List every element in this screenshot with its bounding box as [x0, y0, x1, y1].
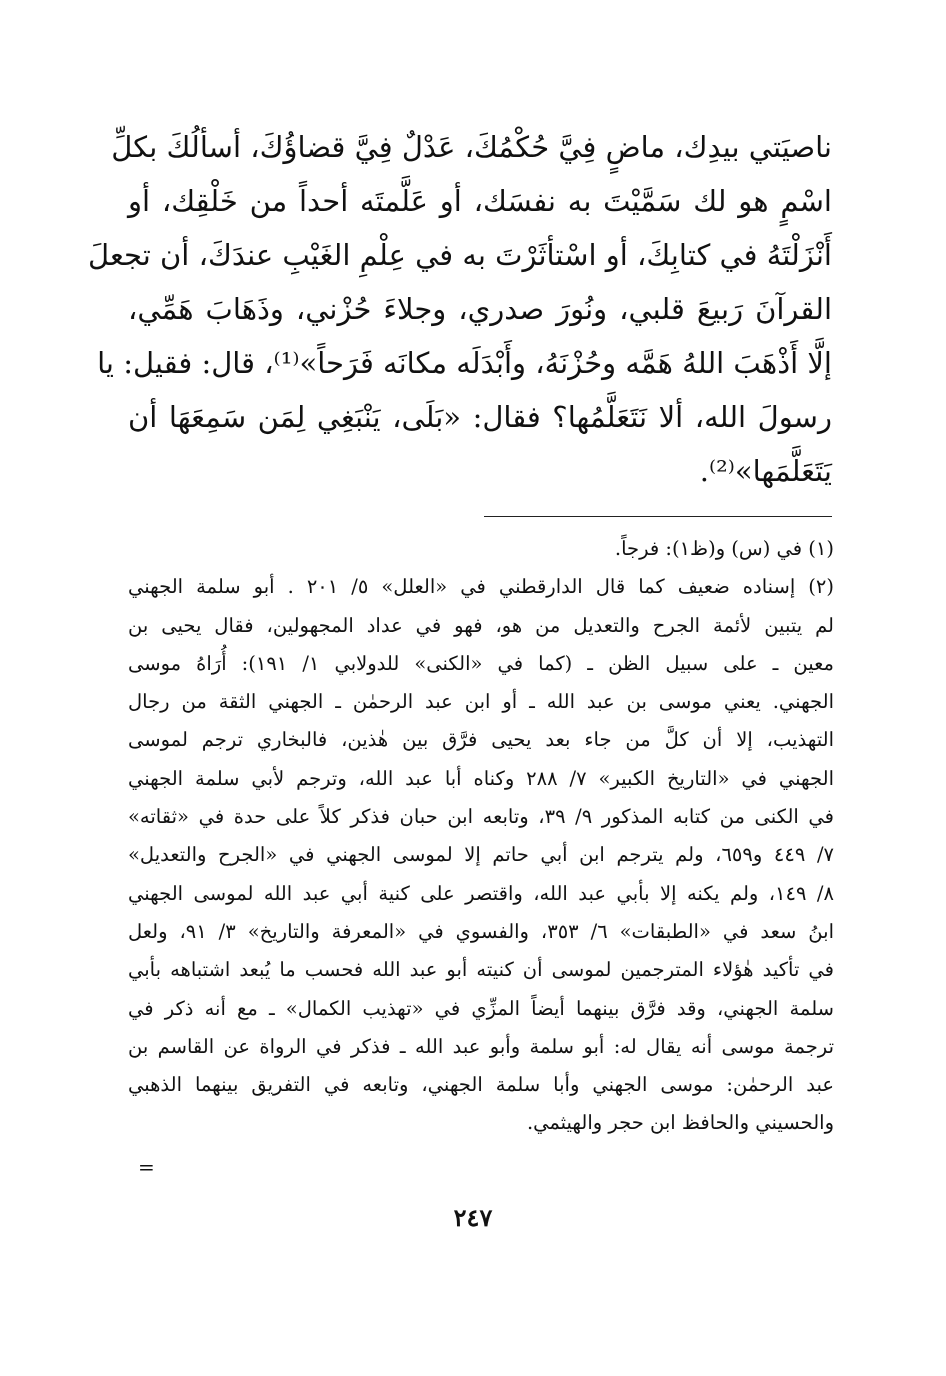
- footnotes-block: [128, 530, 834, 1143]
- footnote-line: ٧/ ٤٤٩ و٦٥٩، ولم يترجم ابن أبي حاتم إلا لموسى الجهني في «الجرح والتعديل»: [128, 843, 834, 867]
- footnote-line: لم يتبين لأئمة الجرح والتعديل من هو، فهو في عداد المجهولين، فقال يحيى بن: [128, 613, 834, 637]
- main-text-line: القرآنَ رَبيعَ قلبي، ونُورَ صدري، وجلاءَ حُزْني، وذَهَابَ هَمِّي،: [128, 292, 832, 326]
- footnote-line: الجهني. يعني موسى بن عبد الله ـ أو ابن عبد الرحمٰن ـ الجهني الثقة من رجال: [128, 690, 834, 714]
- main-text-line: إلَّا أَذْهَبَ اللهُ هَمَّه وحُزْنَهُ، وأَبْدَلَه مكانَه فَرَحاً»⁽¹⁾، قال: فقيل: يا: [97, 346, 832, 380]
- main-text-line: ناصيَتي بيدِك، ماضٍ فِيَّ حُكْمُكَ، عَدْلٌ فِيَّ قضاؤُكَ، أسألُكَ بكلِّ: [111, 130, 832, 164]
- main-text-block: [88, 120, 832, 498]
- footnote-line: التهذيب، إلا أن كلَّ من جاء بعد يحيى فرَّق بين هٰذين، فالبخاري ترجم لموسى: [128, 728, 834, 752]
- footnote-line: عبد الرحمٰن: موسى الجهني وأبا سلمة الجهني، وتابعه في التفريق بينهما الذهبي: [128, 1073, 834, 1097]
- footnote-line: في تأكيد هٰؤلاء المترجمين لموسى أن كنيته أبو عبد الله فحسب ما يُبعد اشتباهه بأبي: [128, 958, 834, 982]
- footnote-line: (٢) إسناده ضعيف كما قال الدارقطني في «العلل» ٥/ ٢٠١ . أبو سلمة الجهني: [128, 575, 835, 599]
- footnote-separator: [484, 516, 832, 517]
- footnote-line: الجهني في «التاريخ الكبير» ٧/ ٢٨٨ وكناه أبا عبد الله، وترجم لأبي سلمة الجهني: [128, 766, 834, 790]
- main-text-line: رسولَ الله، ألا نَتَعَلَّمُها؟ فقال: «بَلَى، يَنْبَغِي لِمَن سَمِعَهَا أن: [128, 400, 832, 434]
- main-text-line: أَنْزَلْتَهُ في كتابِكَ، أو اسْتأثَرْتَ به في عِلْمِ الغَيْبِ عندَكَ، أن تجعلَ: [88, 238, 832, 272]
- main-text-line: يَتَعَلَّمَها»⁽²⁾.: [699, 454, 832, 488]
- footnote-line: ترجمة موسى أنه يقال له: أبو سلمة وأبو عبد الله ـ فذكر في الرواة عن القاسم بن: [128, 1034, 834, 1058]
- footnote-line: (١) في (س) و(ظ١): فرجاً.: [614, 537, 834, 560]
- footnote-line: سلمة الجهني، وقد فرَّق بينهما أيضاً المزِّي في «تهذيب الكمال» ـ مع أنه ذكر في: [128, 996, 834, 1020]
- footnote-line: والحسيني والحافظ ابن حجر والهيثمي.: [526, 1111, 834, 1135]
- page-number: ٢٤٧: [453, 1203, 493, 1232]
- footnote-continuation-mark: =: [138, 1155, 155, 1179]
- footnote-line: في الكنى من كتابه المذكور ٩/ ٣٩، وتابعه ابن حبان فذكر كلاً على حدة في «ثقاته»: [128, 805, 834, 829]
- footnote-line: ابنُ سعد في «الطبقات» ٦/ ٣٥٣، والفسوي في «المعرفة والتاريخ» ٣/ ٩١، ولعل: [128, 919, 834, 943]
- main-text-line: اسْمٍ هو لك سَمَّيْتَ به نفسَك، أو عَلَّمتَه أحداً من خَلْقِك، أو: [128, 184, 832, 218]
- footnote-line: ٨/ ١٤٩، ولم يكنه إلا بأبي عبد الله، واقتصر على كنية أبي عبد الله لموسى الجهني: [128, 881, 834, 905]
- footnote-line: معين ـ على سبيل الظن ـ (كما في «الكنى» للدولابي ١/ ١٩١): أُرَاهُ موسى: [128, 651, 834, 675]
